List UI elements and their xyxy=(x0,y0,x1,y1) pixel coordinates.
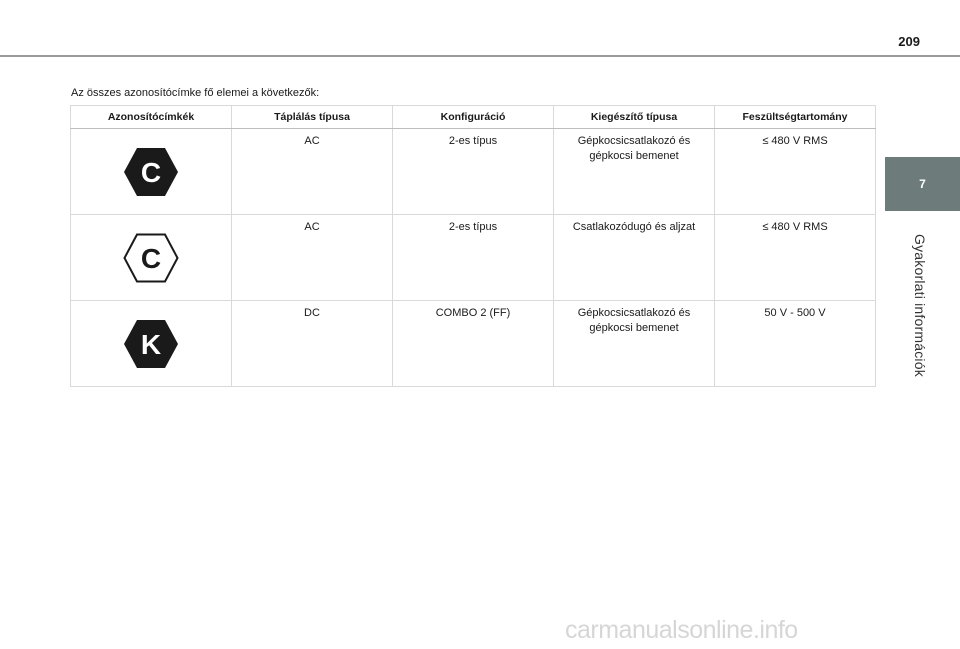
chapter-number-tab[interactable]: 7 xyxy=(885,157,960,211)
chapter-title: Gyakorlati információk xyxy=(912,233,928,377)
header-accessory-type: Kiegészítő típusa xyxy=(554,106,715,129)
page-number: 209 xyxy=(898,34,920,49)
hexagon-letter: K xyxy=(140,328,162,360)
voltage-range-cell: ≤ 480 V RMS xyxy=(715,129,876,215)
watermark: carmanualsonline.info xyxy=(565,616,798,644)
label-cell xyxy=(71,301,232,387)
label-cell xyxy=(71,215,232,301)
supply-type-cell: DC xyxy=(232,301,393,387)
hexagon-filled-k-icon xyxy=(71,318,231,370)
table-header-row xyxy=(71,106,876,129)
accessory-type-cell: Gépkocsicsatlakozó és gépkocsi bemenet xyxy=(554,301,715,387)
supply-type-cell: AC xyxy=(232,129,393,215)
header-labels: Azonosítócímkék xyxy=(71,106,232,129)
voltage-range-cell: ≤ 480 V RMS xyxy=(715,215,876,301)
table-row xyxy=(71,301,876,387)
configuration-cell: COMBO 2 (FF) xyxy=(393,301,554,387)
supply-type-cell: AC xyxy=(232,215,393,301)
configuration-cell: 2-es típus xyxy=(393,129,554,215)
hexagon-filled-c-icon xyxy=(71,146,231,198)
header-supply-type: Táplálás típusa xyxy=(232,106,393,129)
identification-label-table xyxy=(70,105,876,387)
label-cell xyxy=(71,129,232,215)
accessory-type-cell: Gépkocsicsatlakozó és gépkocsi bemenet xyxy=(554,129,715,215)
intro-text: Az összes azonosítócímke fő elemei a következők: xyxy=(71,87,320,99)
hexagon-outline-c-icon xyxy=(71,232,231,284)
hexagon-letter: C xyxy=(140,156,162,188)
hexagon-letter: C xyxy=(140,242,162,274)
header-rule xyxy=(0,55,960,57)
voltage-range-cell: 50 V - 500 V xyxy=(715,301,876,387)
header-voltage-range: Feszültségtartomány xyxy=(715,106,876,129)
table-row xyxy=(71,215,876,301)
configuration-cell: 2-es típus xyxy=(393,215,554,301)
table-row xyxy=(71,129,876,215)
accessory-type-cell: Csatlakozódugó és aljzat xyxy=(554,215,715,301)
header-configuration: Konfiguráció xyxy=(393,106,554,129)
